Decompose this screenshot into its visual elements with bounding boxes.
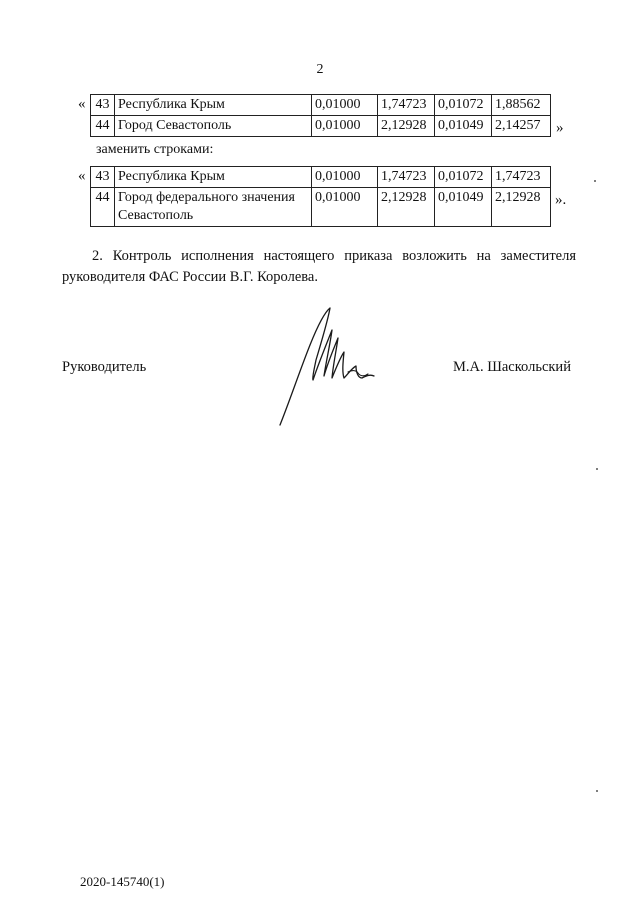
document-number: 2020-145740(1) bbox=[80, 874, 165, 889]
value-cell: 0,01000 bbox=[312, 95, 378, 116]
value-cell: 2,12928 bbox=[378, 188, 435, 227]
page-number: 2 bbox=[316, 62, 324, 77]
close-quote: » bbox=[556, 120, 564, 136]
region-name: Республика Крым bbox=[115, 95, 312, 116]
value-cell: 2,12928 bbox=[492, 188, 551, 227]
instruction-paragraph: 2. Контроль исполнения настоящего приказа возложить на заместителя руководителя ФАС России В.Г. Королева. bbox=[62, 248, 576, 285]
table-row bbox=[91, 188, 551, 227]
value-cell: 1,74723 bbox=[378, 167, 435, 188]
value-cell: 0,01049 bbox=[435, 116, 492, 137]
value-cell: 1,74723 bbox=[492, 167, 551, 188]
region-name: Республика Крым bbox=[115, 167, 312, 188]
value-cell: 0,01000 bbox=[312, 116, 378, 137]
value-cell: 0,01049 bbox=[435, 188, 492, 227]
table-row bbox=[91, 116, 551, 137]
scan-speck bbox=[596, 468, 598, 470]
open-quote: « bbox=[78, 168, 86, 184]
close-quote: ». bbox=[555, 192, 567, 208]
value-cell: 2,14257 bbox=[492, 116, 551, 137]
row-number: 43 bbox=[91, 95, 115, 116]
region-name: Город федерального значения Севастополь bbox=[115, 188, 312, 227]
handwritten-signature bbox=[270, 300, 380, 430]
scan-speck bbox=[594, 180, 596, 182]
row-number: 43 bbox=[91, 167, 115, 188]
signer-role: Руководитель bbox=[62, 359, 147, 375]
old-rows-table bbox=[90, 94, 551, 137]
value-cell: 2,12928 bbox=[378, 116, 435, 137]
replace-note: заменить строками: bbox=[96, 142, 214, 157]
table-row bbox=[91, 95, 551, 116]
row-number: 44 bbox=[91, 116, 115, 137]
scan-speck bbox=[596, 790, 598, 792]
value-cell: 0,01000 bbox=[312, 188, 378, 227]
value-cell: 1,88562 bbox=[492, 95, 551, 116]
value-cell: 0,01000 bbox=[312, 167, 378, 188]
signer-name: М.А. Шаскольский bbox=[453, 359, 571, 375]
row-number: 44 bbox=[91, 188, 115, 227]
new-rows-table bbox=[90, 166, 551, 227]
value-cell: 1,74723 bbox=[378, 95, 435, 116]
value-cell: 0,01072 bbox=[435, 167, 492, 188]
region-name: Город Севастополь bbox=[115, 116, 312, 137]
value-cell: 0,01072 bbox=[435, 95, 492, 116]
open-quote: « bbox=[78, 96, 86, 112]
table-row bbox=[91, 167, 551, 188]
